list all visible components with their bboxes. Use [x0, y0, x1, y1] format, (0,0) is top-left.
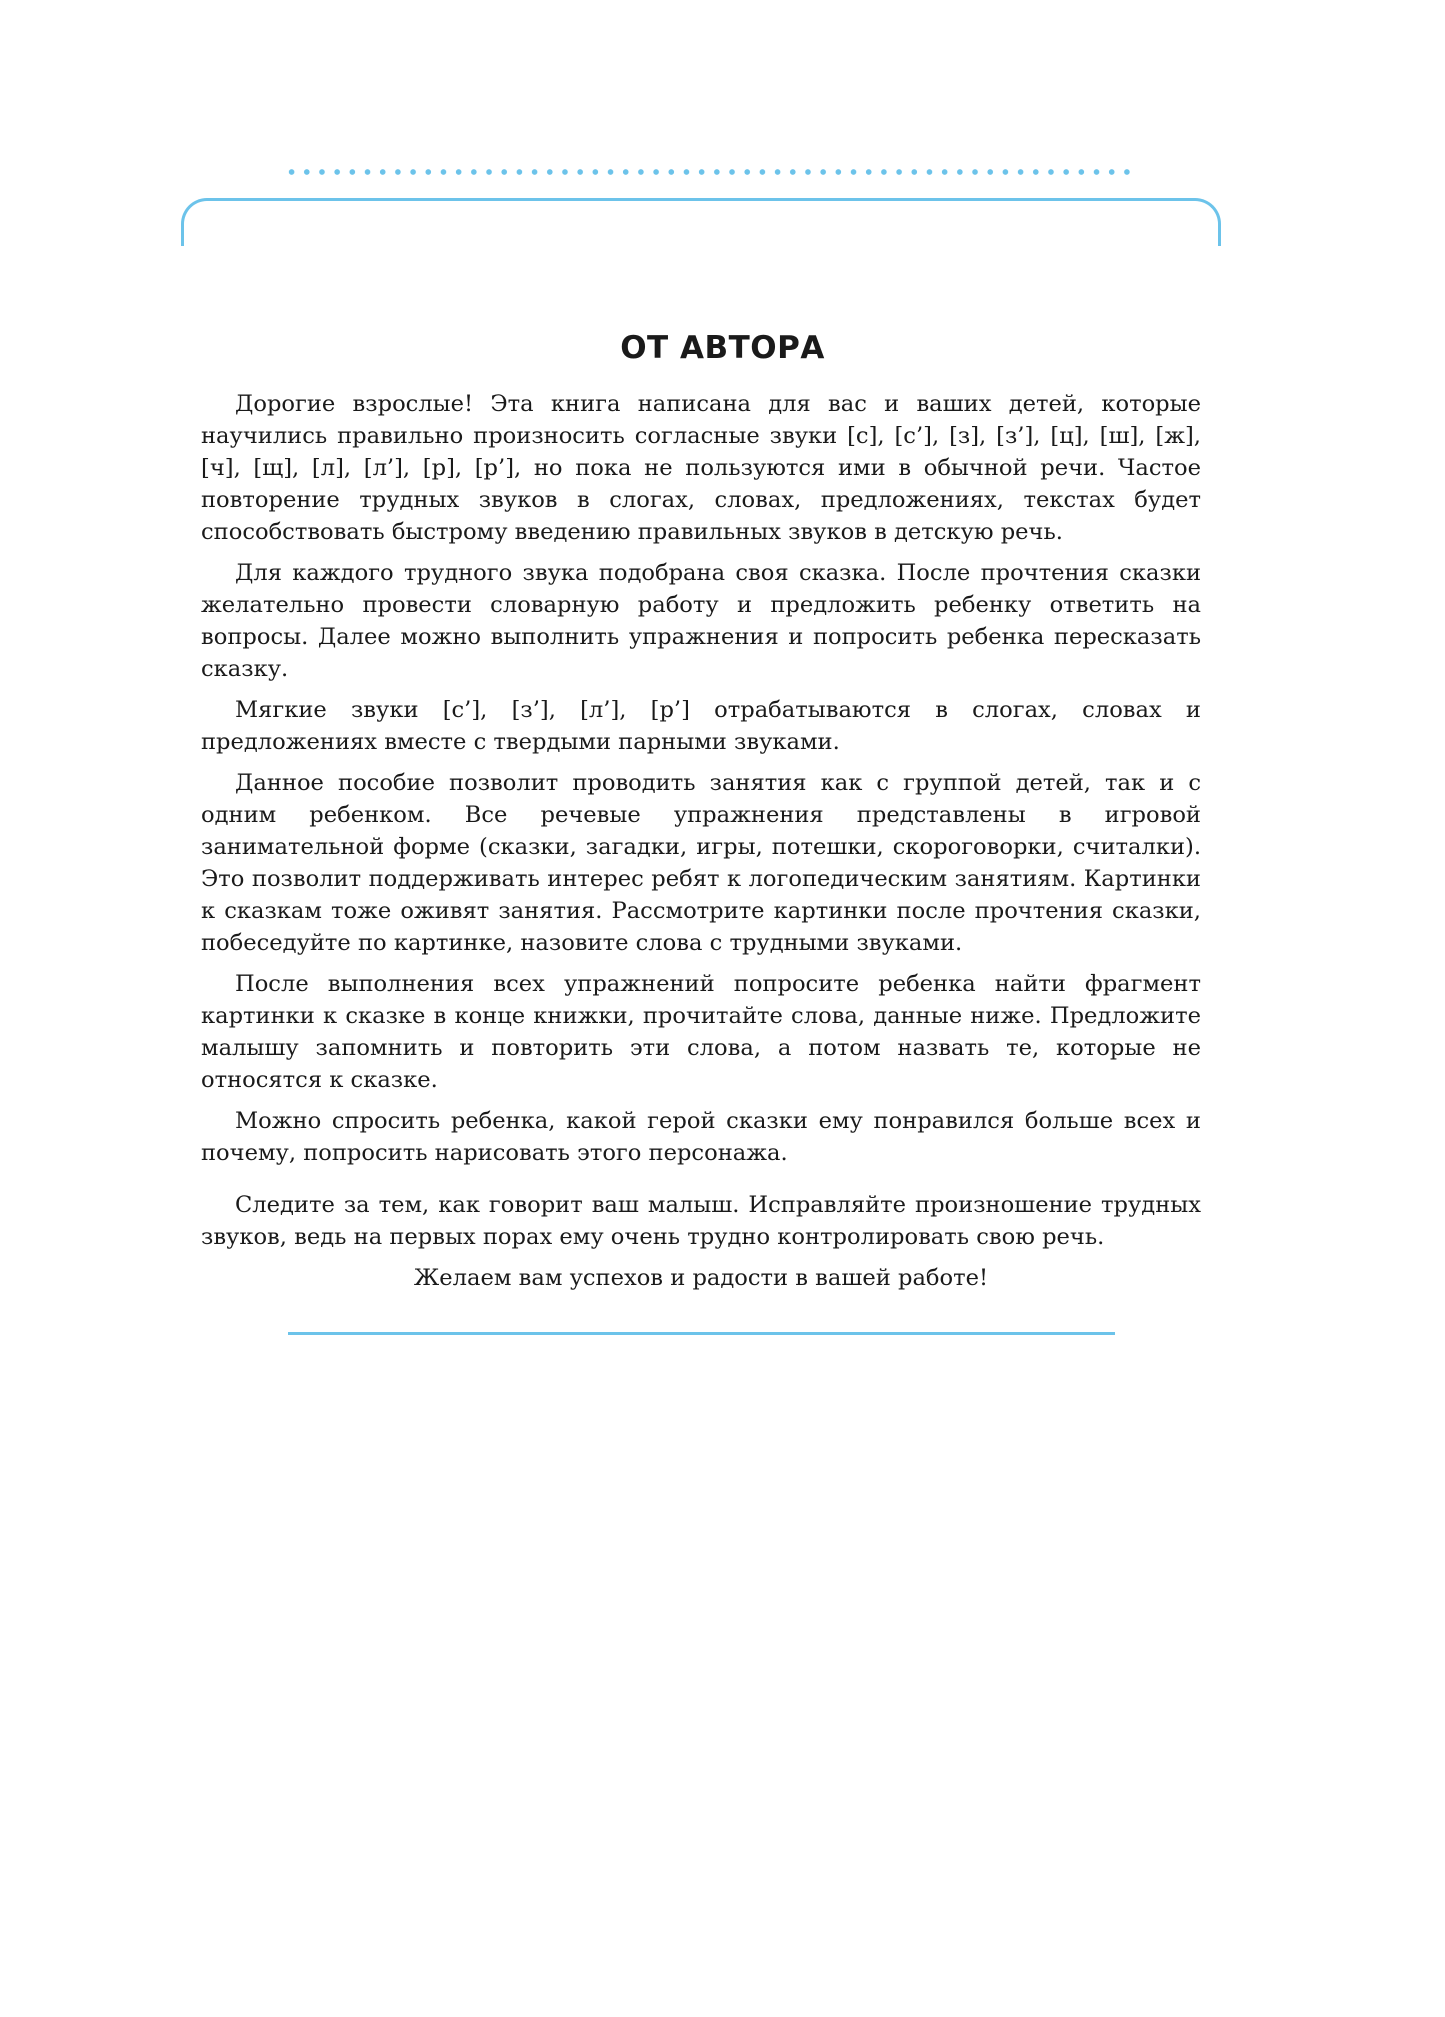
paragraph: Дорогие взрослые! Эта книга написана для вас и ваших детей, которые научились правильно произносить согласные звуки [с], [с’], [з], [з’], [ц], [ш], [ж], [ч], [щ], [л], [л’], [р], [р’], но пока не пользуются ими в обычной речи. Частое повторение трудных звуков в слогах, словах, предложениях, текстах будет способствовать быстрому введению правильных звуков в детскую речь.	[201, 391, 1201, 545]
paragraph: Следите за тем, как говорит ваш малыш. Исправляйте произношение трудных звуков, ведь на первых порах ему очень трудно контролировать свою речь.	[201, 1192, 1201, 1250]
paragraph: После выполнения всех упражнений попросите ребенка найти фрагмент картинки к сказке в конце книжки, прочитайте слова, данные ниже. Предложите малышу запомнить и повторить эти слова, а потом назвать те, которые не относятся к сказке.	[201, 971, 1201, 1093]
closing-line: Желаем вам успехов и радости в вашей работе!	[413, 1265, 989, 1291]
dotted-rule-decoration	[284, 168, 1130, 176]
paragraph: Для каждого трудного звука подобрана своя сказка. После прочтения сказки желательно провести словарную работу и предложить ребенку ответить на вопросы. Далее можно выполнить упражнения и попросить ребенка пересказать сказку.	[201, 560, 1201, 682]
paragraph: Можно спросить ребенка, какой герой сказки ему понравился больше всех и почему, попросить нарисовать этого персонажа.	[201, 1108, 1201, 1166]
bottom-rule-decoration	[288, 1332, 1115, 1335]
paragraph: Мягкие звуки [с’], [з’], [л’], [р’] отрабатываются в слогах, словах и предложениях вместе с твердыми парными звуками.	[201, 697, 1201, 755]
paragraph: Данное пособие позволит проводить занятия как с группой детей, так и с одним ребенком. Все речевые упражнения представлены в игровой занимательной форме (сказки, загадки, игры, потешки, скороговорки, считалки). Это позволит поддерживать интерес ребят к логопедическим занятиям. Картинки к сказкам тоже оживят занятия. Рассмотрите картинки после прочтения сказки, побеседуйте по картинке, назовите слова с трудными звуками.	[201, 770, 1201, 956]
rounded-frame-decoration	[181, 198, 1221, 246]
page-title: ОТ АВТОРА	[620, 330, 825, 366]
preface-text	[201, 388, 1201, 1303]
